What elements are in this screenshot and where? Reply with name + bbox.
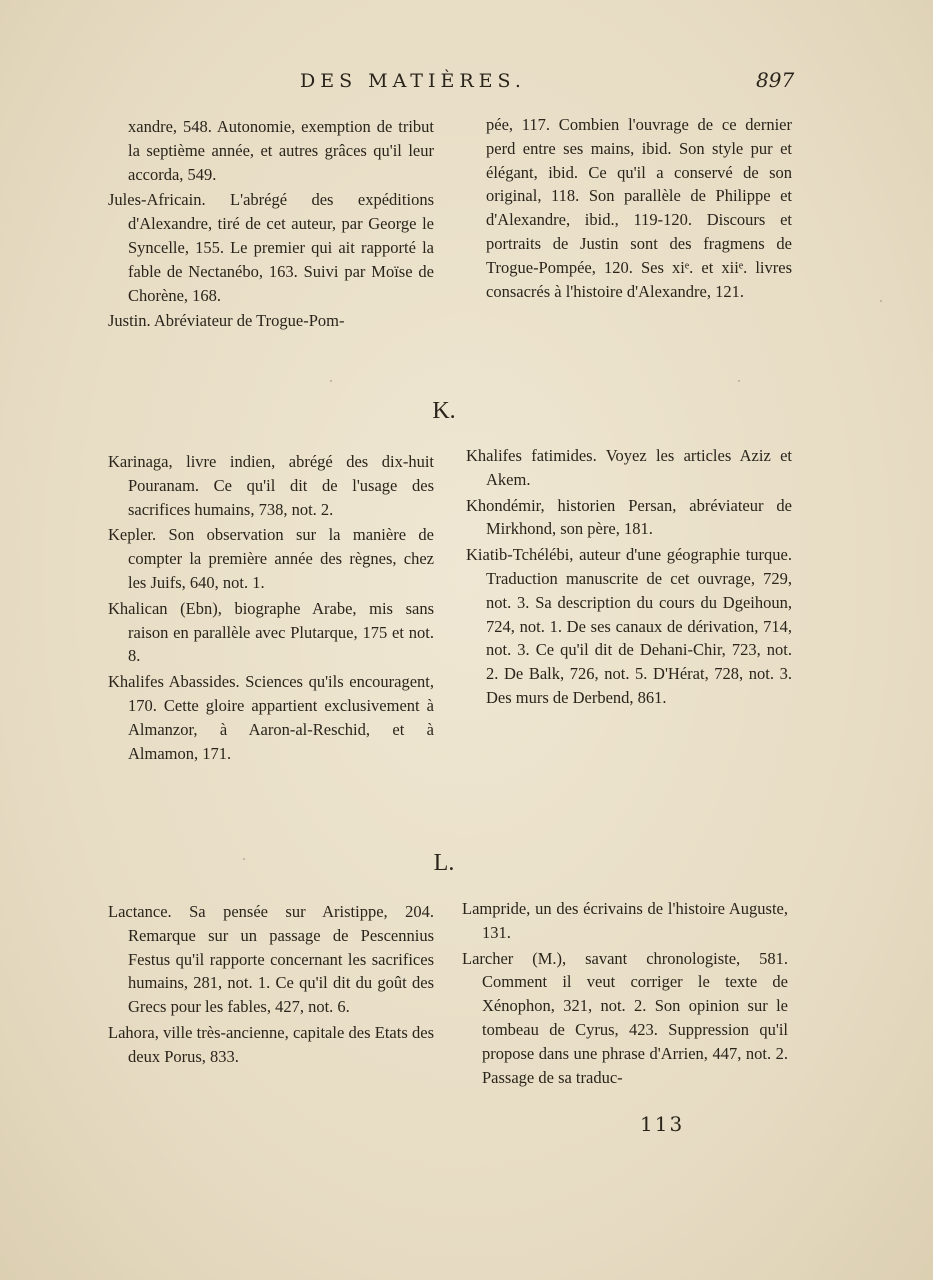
column-right-k — [466, 444, 792, 712]
column-left-j — [108, 115, 434, 335]
index-entry: Lampride, un des écrivains de l'histoire Auguste, 131. — [462, 899, 788, 942]
index-entry: Kepler. Son observation sur la manière de compter la première année des règnes, chez les Juifs, 640, not. 1. — [108, 525, 434, 592]
index-entry: Lactance. Sa pensée sur Aristippe, 204. Remarque sur un passage de Pescennius Festus qu'il rapporte concernant les sacrifices humains, 281, not. 1. Ce qu'il dit du goût des Grecs pour les fables, 427, not. 6. — [108, 902, 434, 1017]
column-right-l — [462, 897, 788, 1091]
index-entry: Larcher (M.), savant chronologiste, 581. Comment il veut corriger le texte de Xénophon, 321, not. 2. Son opinion sur le tombeau de Cyrus, 423. Suppression qu'il propose dans une phrase d'Arrien, 447, not. 2. Passage de sa traduc- — [462, 948, 788, 1087]
index-entry: Khalifes Abassides. Sciences qu'ils encouragent, 170. Cette gloire appartient exclusivement à Almanzor, à Aaron-al-Reschid, et à Almamon, 171. — [108, 672, 434, 763]
running-head: DES MATIÈRES. — [300, 70, 526, 92]
index-entry: Khalifes fatimides. Voyez les articles Aziz et Akem. — [466, 446, 792, 489]
paper-speck — [880, 300, 882, 302]
index-entry: xandre, 548. Autonomie, exemption de tribut la septième année, et autres grâces qu'il leur accorda, 549. — [128, 117, 434, 184]
column-left-k — [108, 450, 434, 767]
section-heading-l: L. — [433, 850, 455, 876]
paper-speck — [738, 380, 740, 382]
paper-speck — [243, 858, 245, 860]
index-entry: Khalican (Ebn), biographe Arabe, mis sans raison en parallèle avec Plutarque, 175 et not. 8. — [108, 598, 434, 666]
index-entry: Jules-Africain. L'abrégé des expéditions d'Alexandre, tiré de cet auteur, par George le Syncelle, 155. Le premier qui ait rapporté la fable de Nectanébo, 163. Suivi par Moïse de Chorène, 168. — [108, 190, 434, 305]
index-entry: Karinaga, livre indien, abrégé des dix-huit Pouranam. Ce qu'il dit de l'usage des sacrifices humains, 738, not. 2. — [108, 452, 434, 519]
column-left-l — [108, 900, 434, 1071]
signature-mark: 113 — [640, 1112, 685, 1136]
paper-speck — [330, 380, 332, 382]
index-entry: Kiatib-Tchélébi, auteur d'une géographie turque. Traduction manuscrite de cet ouvrage, 729, not. 3. Sa description du cours du Dgeihoun, 724, not. 1. De ses canaux de dérivation, 714, not. 3. Ce qu'il dit de Dehani-Chir, 723, not. 2. De Balk, 726, not. 5. D'Hérat, 728, not. 3. Des murs de Derbend, 861. — [466, 545, 792, 707]
section-heading-k: K. — [432, 398, 456, 424]
index-entry: Khondémir, historien Persan, abréviateur de Mirkhond, son père, 181. — [466, 495, 792, 539]
index-entry: pée, 117. Combien l'ouvrage de ce dernier perd entre ses mains, ibid. Son style pur et élégant, ibid. Ce qu'il a conservé de son original, 118. Son parallèle de Philippe et d'Alexandre, ibid., 119-120. Discours et portraits de Justin sont des fragmens de Trogue-Pompée, 120. Ses xiᵉ. et xiiᵉ. livres consacrés à l'histoire d'Alexandre, 121. — [486, 115, 792, 301]
index-entry: Justin. Abréviateur de Trogue-Pom- — [108, 311, 345, 331]
page-number: 897 — [756, 68, 795, 92]
column-right-j — [466, 113, 792, 305]
index-entry: Lahora, ville très-ancienne, capitale des Etats des deux Porus, 833. — [108, 1022, 434, 1066]
